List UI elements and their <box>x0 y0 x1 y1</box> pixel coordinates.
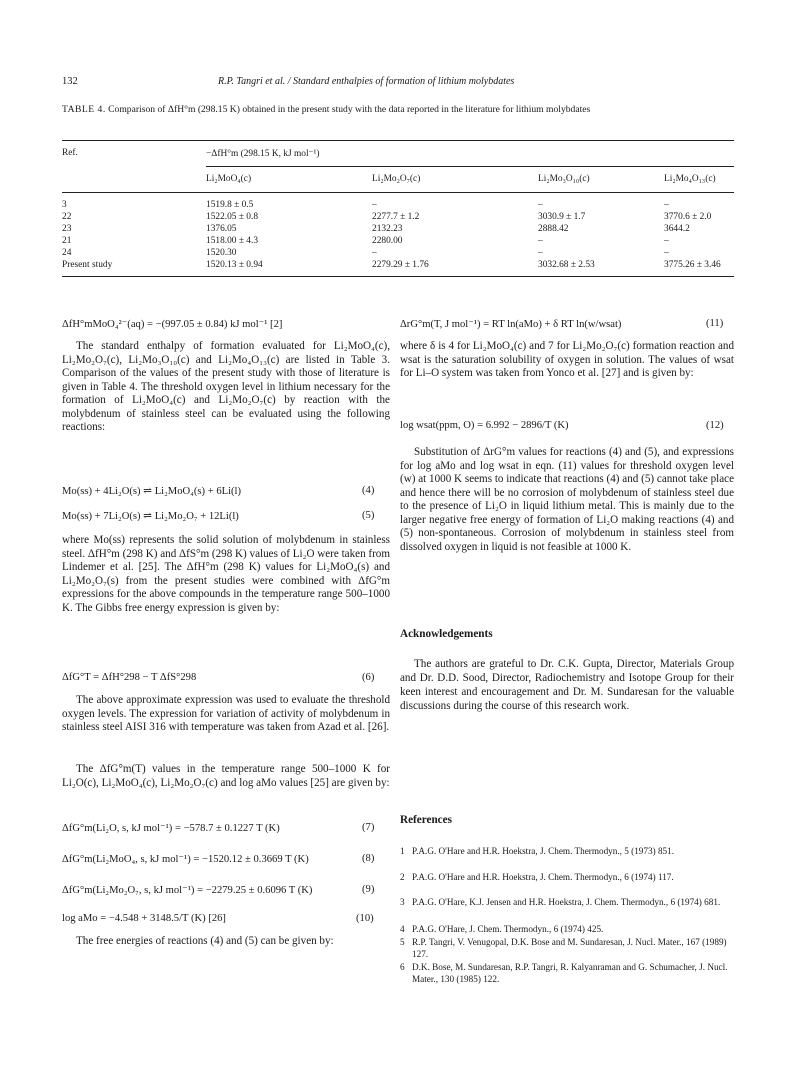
table-cell: 3032.68 ± 2.53 <box>538 260 595 270</box>
equation-number: (4) <box>362 485 375 496</box>
equation-top: ΔfH°mMoO₄²⁻(aq) = −(997.05 ± 0.84) kJ mol⁻¹ [2] <box>62 319 283 330</box>
list-item: P.A.G. O'Hare, K.J. Jensen and H.R. Hoekstra, J. Chem. Thermodyn., 6 (1974) 681. <box>412 897 721 907</box>
table-cell: 3030.9 ± 1.7 <box>538 212 586 222</box>
list-item: R.P. Tangri, V. Venugopal, D.K. Bose and M. Sundaresan, J. Nucl. Mater., 167 (1989) 127. <box>412 937 727 959</box>
table-cell: 2132.23 <box>372 224 403 234</box>
table-cell: 1520.30 <box>206 248 237 258</box>
list-item: P.A.G. O'Hare and H.R. Hoekstra, J. Chem. Thermodyn., 6 (1974) 117. <box>412 872 674 882</box>
equation-number: (6) <box>362 672 375 683</box>
table-group-header: −ΔfH°m (298.15 K, kJ mol⁻¹) <box>206 149 320 159</box>
table-cell: 2280.00 <box>372 236 403 246</box>
equation-11: ΔrG°m(T, J mol⁻¹) = RT ln(aMo) + δ RT ln(w/wsat) <box>400 319 622 330</box>
table-cell: – <box>372 200 377 210</box>
table-cell: – <box>664 248 669 258</box>
equation-6: ΔfG°T = ΔfH°298 − T ΔfS°298 <box>62 672 197 683</box>
table-cell: 1376.05 <box>206 224 237 234</box>
equation-4: Mo(ss) + 4Li₂O(s) ⇌ Li₂MoO₄(s) + 6Li(l) <box>62 486 242 497</box>
table-cell: 3644.2 <box>664 224 690 234</box>
table-cell: 3770.6 ± 2.0 <box>664 212 712 222</box>
reference-number: 2 <box>400 872 405 882</box>
table-cell: 2277.7 ± 1.2 <box>372 212 420 222</box>
table-cell-ref: Present study <box>62 260 113 270</box>
acknowledgements-heading: Acknowledgements <box>400 628 493 640</box>
table-top-rule <box>62 140 734 141</box>
equation-number: (8) <box>362 853 375 864</box>
equation-number: (10) <box>356 913 374 924</box>
list-item: D.K. Bose, M. Sundaresan, R.P. Tangri, R. Kalyanraman and G. Schumacher, J. Nucl. Mater., 130 (1985) 122. <box>412 962 728 984</box>
table-header-ref: Ref. <box>62 148 78 158</box>
table-header-rule <box>62 192 734 193</box>
table-col-header: Li₂Mo₂O₇(c) <box>372 174 421 184</box>
paragraph: The above approximate expression was used to evaluate the threshold oxygen levels. The expression for variation of activity of molybdenum in stainless steel AISI 316 with temperature was taken from Azad et al. [26]. <box>62 694 390 734</box>
table-cell-ref: 22 <box>62 212 72 222</box>
paragraph: where δ is 4 for Li₂MoO₄(c) and 7 for Li₂Mo₂O₇(c) formation reaction and wsat is the saturation solubility of oxygen in solution. The values of wsat for Li–O system was taken from Yonco et al. [27] and is given by: <box>400 340 734 380</box>
page-number: 132 <box>62 76 78 87</box>
table-cell-ref: 23 <box>62 224 72 234</box>
reference-number: 5 <box>400 937 405 947</box>
table-caption-label: TABLE 4. <box>62 104 106 115</box>
table-col-header: Li₂Mo₃O₁₀(c) <box>538 174 590 184</box>
equation-number: (7) <box>362 822 375 833</box>
reference-number: 4 <box>400 924 405 934</box>
references-heading: References <box>400 814 452 826</box>
equation-number: (9) <box>362 884 375 895</box>
table-cell: 1520.13 ± 0.94 <box>206 260 263 270</box>
table-cell: – <box>538 236 543 246</box>
running-title: R.P. Tangri et al. / Standard enthalpies of formation of lithium molybdates <box>218 76 515 87</box>
equation-number: (5) <box>362 510 375 521</box>
table-caption-text: Comparison of ΔfH°m (298.15 K) obtained in the present study with the data reported in the literature for lithium molybdates <box>108 104 591 115</box>
table-cell: – <box>664 200 669 210</box>
table-caption <box>62 104 734 116</box>
paragraph: Substitution of ΔrG°m values for reactions (4) and (5), and expressions for log aMo and log wsat in eqn. (11) values for threshold oxygen level (w) at 1000 K seems to indicate that reactions (4) and (5) cannot take place and hence there will be no corrosion of molybdenum of stainless steel due to the presence of Li₂O in liquid lithium metal. This is mainly due to the larger negative free energy of formation of Li₂O making reactions (4) and (5) non-spontaneous. Corrosion of molybdenum in stainless steel from dissolved oxygen in liquid is not feasible at 1000 K. <box>400 446 734 553</box>
reference-number: 1 <box>400 846 405 856</box>
table-cell: 3775.26 ± 3.46 <box>664 260 721 270</box>
reference-number: 3 <box>400 897 405 907</box>
table-group-rule <box>206 166 734 167</box>
paragraph: where Mo(ss) represents the solid solution of molybdenum in stainless steel. ΔfH°m (298 K) and ΔfS°m (298 K) values of Li₂O were taken from Lindemer et al. [25]. The ΔfH°m (298 K) values for Li₂MoO₄(s) and Li₂Mo₂O₇(s) from the present studies were combined with ΔfG°m expressions for the above compounds in the temperature range 500–1000 K. The Gibbs free energy expression is given by: <box>62 534 390 614</box>
table-cell-ref: 24 <box>62 248 72 258</box>
equation-number: (12) <box>706 420 724 431</box>
equation-7: ΔfG°m(Li₂O, s, kJ mol⁻¹) = −578.7 ± 0.1227 T (K) <box>62 823 280 834</box>
equation-8: ΔfG°m(Li₂MoO₄, s, kJ mol⁻¹) = −1520.12 ± 0.3669 T (K) <box>62 854 309 865</box>
equation-9: ΔfG°m(Li₂Mo₂O₇, s, kJ mol⁻¹) = −2279.25 ± 0.6096 T (K) <box>62 885 313 896</box>
table-cell: – <box>372 248 377 258</box>
table-cell: – <box>538 200 543 210</box>
acknowledgements-text: The authors are grateful to Dr. C.K. Gupta, Director, Materials Group and Dr. D.D. Sood, Director, Radiochemistry and Isotope Group for their keen interest and encouragement and Dr. M. Sundaresan for the valuable discussions during the course of this research work. <box>400 658 734 712</box>
list-item: P.A.G. O'Hare, J. Chem. Thermodyn., 6 (1974) 425. <box>412 924 604 934</box>
table-cell-ref: 21 <box>62 236 72 246</box>
table-bottom-rule <box>62 276 734 277</box>
table-cell: 2888.42 <box>538 224 569 234</box>
table-cell-ref: 3 <box>62 200 67 210</box>
equation-number: (11) <box>706 318 724 329</box>
table-cell: 1518.00 ± 4.3 <box>206 236 259 246</box>
paragraph: The standard enthalpy of formation evaluated for Li₂MoO₄(c), Li₂Mo₂O₇(c), Li₂Mo₃O₁₀(c) and Li₂Mo₄O₁₃(c) are listed in Table 3. Comparison of the values of the present study with those of literature is given in Table 4. The threshold oxygen level in lithium necessary for the formation of Li₂MoO₄(c) and Li₂Mo₂O₇(c) by reaction with the molybdenum of stainless steel can be evaluated using the following reactions: <box>62 340 390 434</box>
paragraph: The ΔfG°m(T) values in the temperature range 500–1000 K for Li₂O(c), Li₂MoO₄(c), Li₂Mo₂O₇(c) and log aMo values [25] are given by: <box>62 763 390 789</box>
equation-12: log wsat(ppm, O) = 6.992 − 2896/T (K) <box>400 420 569 431</box>
equation-10: log aMo = −4.548 + 3148.5/T (K) [26] <box>62 913 226 924</box>
paragraph: The free energies of reactions (4) and (5) can be given by: <box>76 935 334 947</box>
table-cell: 1522.05 ± 0.8 <box>206 212 259 222</box>
equation-5: Mo(ss) + 7Li₂O(s) ⇌ Li₂Mo₂O₇ + 12Li(l) <box>62 511 239 522</box>
table-cell: 2279.29 ± 1.76 <box>372 260 429 270</box>
table-col-header: Li₂MoO₄(c) <box>206 174 252 184</box>
table-cell: – <box>538 248 543 258</box>
list-item: P.A.G. O'Hare and H.R. Hoekstra, J. Chem. Thermodyn., 5 (1973) 851. <box>412 846 675 856</box>
reference-number: 6 <box>400 962 405 972</box>
table-cell: 1519.8 ± 0.5 <box>206 200 254 210</box>
table-cell: – <box>664 236 669 246</box>
table-col-header: Li₂Mo₄O₁₃(c) <box>664 174 716 184</box>
